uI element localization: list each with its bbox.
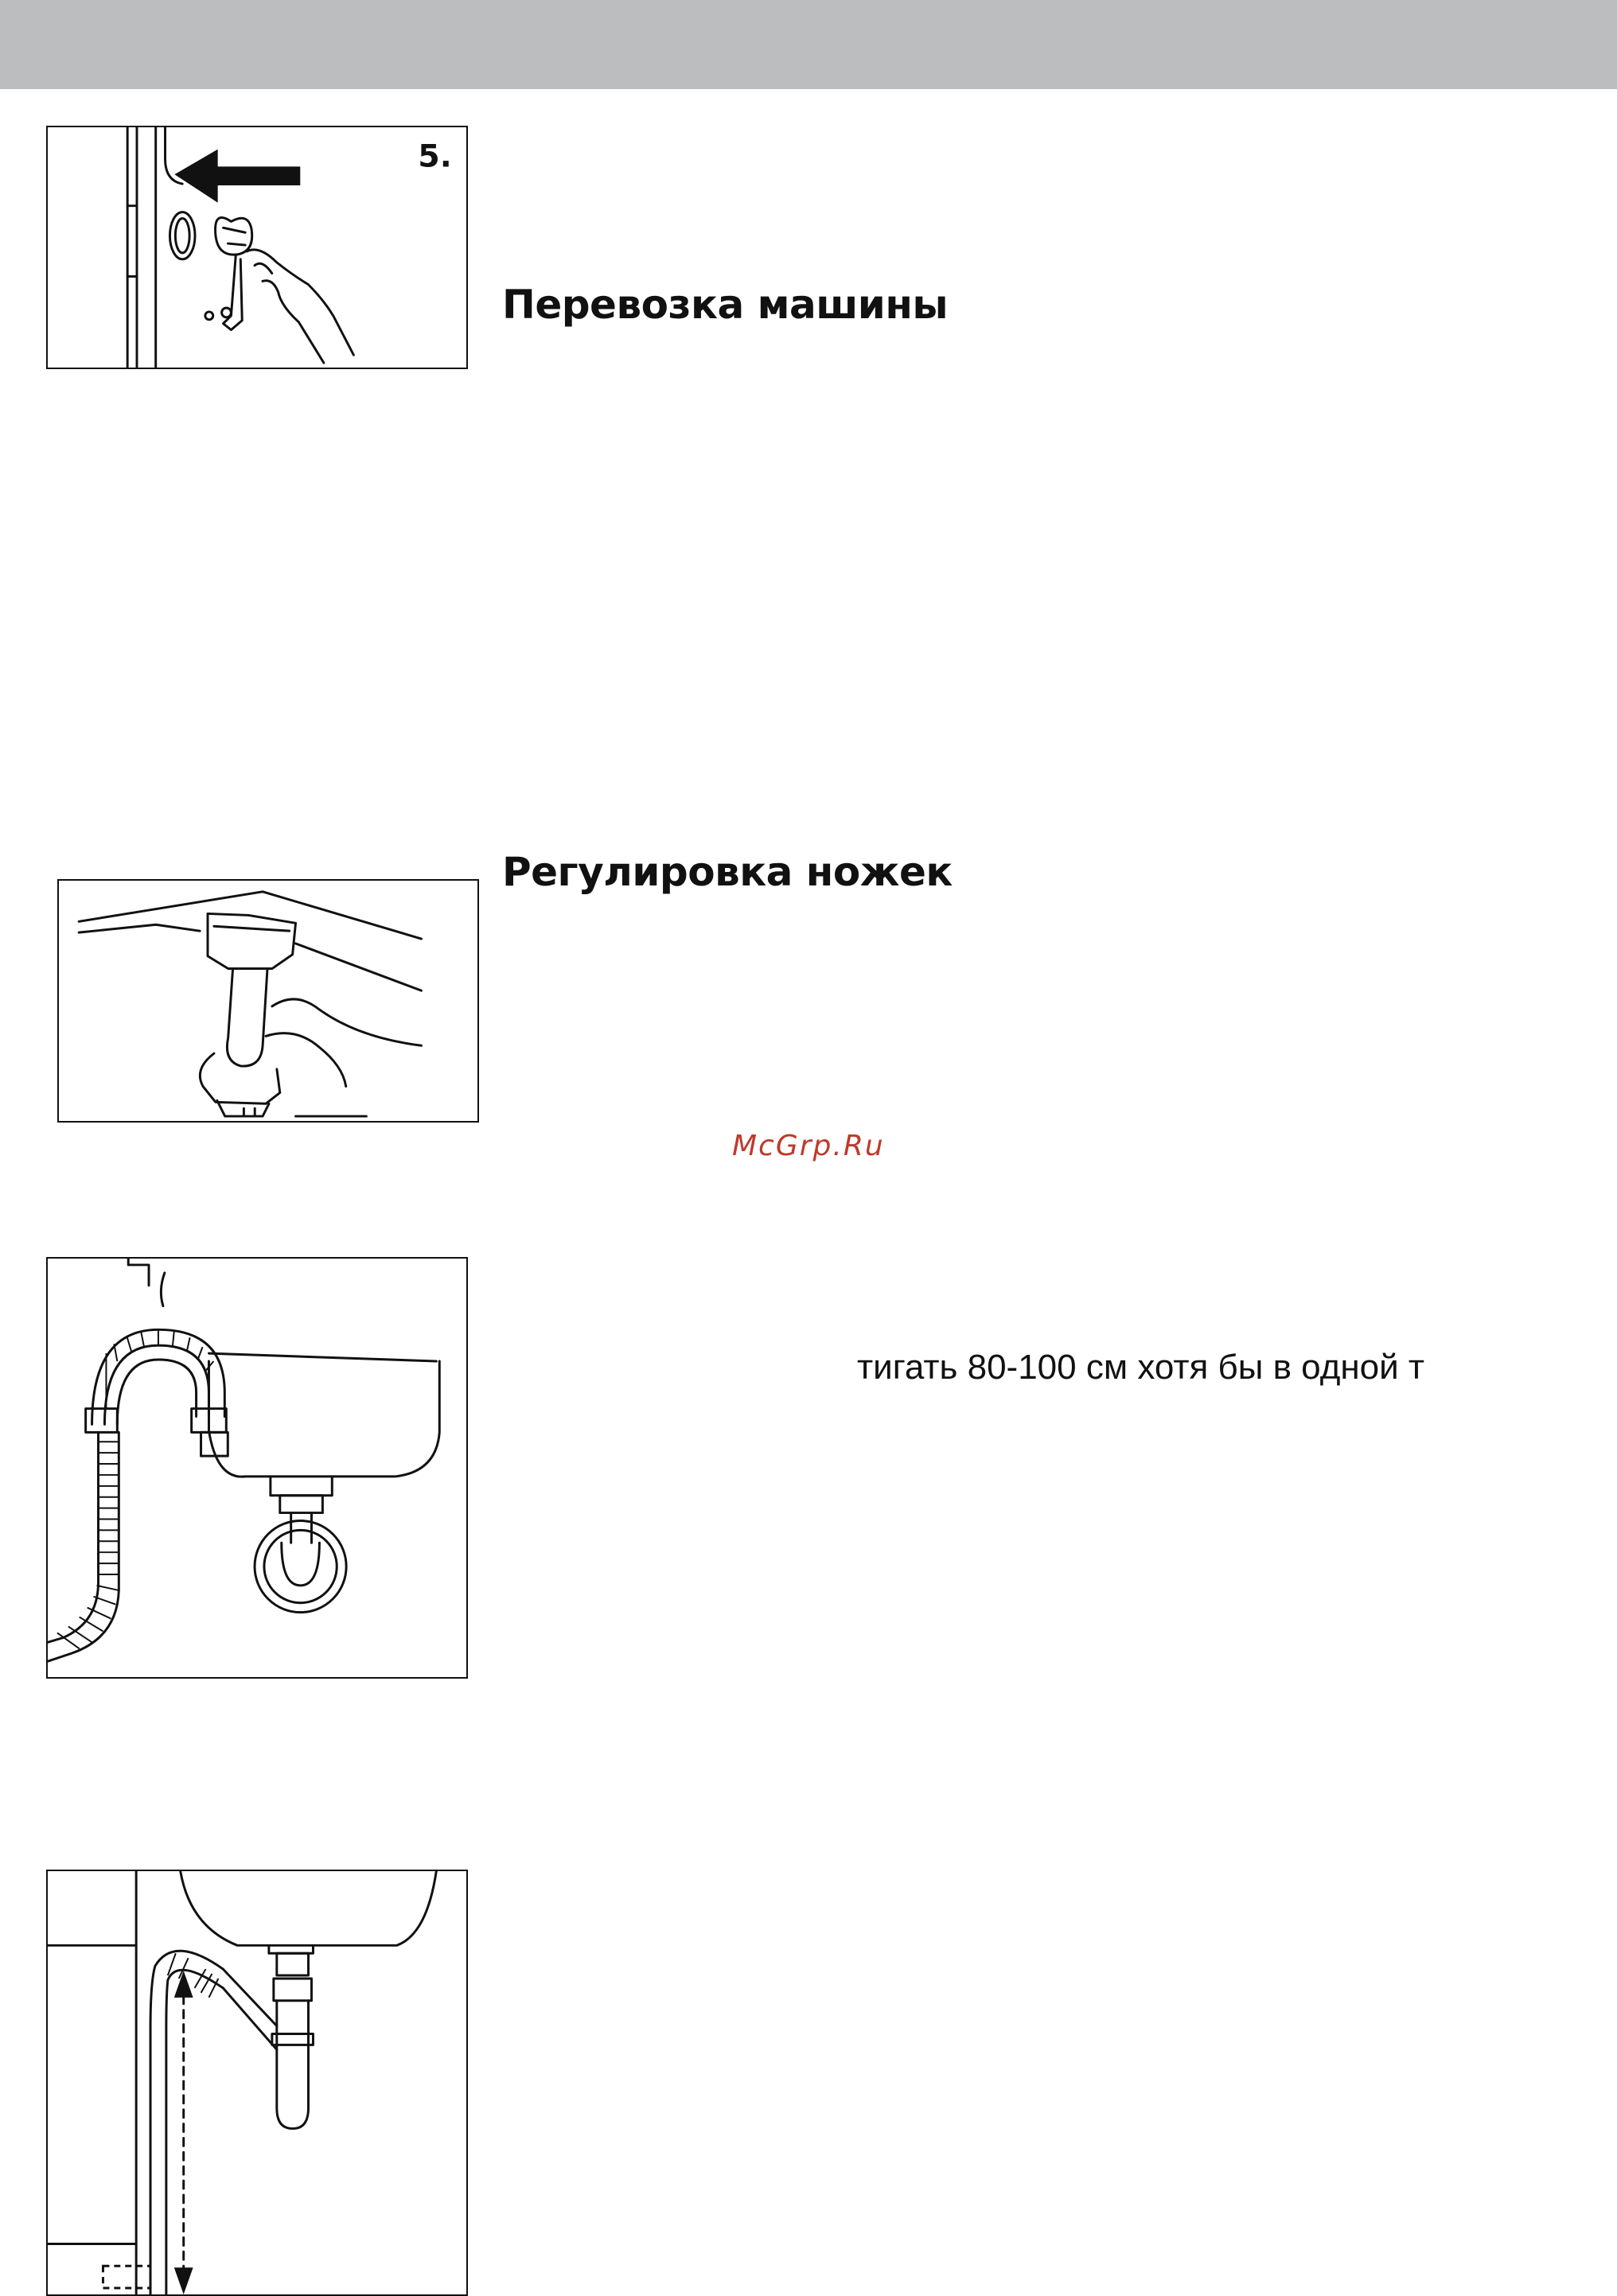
figure-foot-adjustment	[57, 879, 479, 1123]
watermark: McGrp.Ru	[732, 1130, 885, 1162]
drain-hose-on-sink-illustration	[48, 1259, 466, 1677]
section-title-transport: Перевозка машины	[502, 282, 949, 328]
drain-hose-to-siphon-illustration	[48, 1871, 466, 2294]
section-title-leg-adjustment: Регулировка ножек	[502, 849, 953, 895]
transport-bolt-removal-illustration	[48, 127, 466, 368]
foot-adjustment-wrench-illustration	[59, 881, 477, 1121]
step-number-label: 5.	[418, 138, 452, 175]
drain-height-text: тигать 80-100 см хотя бы в одной т	[857, 1348, 1425, 1387]
figure-drain-hose-sink	[46, 1257, 468, 1679]
figure-drain-hose-siphon	[46, 1870, 468, 2296]
figure-transport-bolt	[46, 126, 468, 369]
header-band	[0, 0, 1617, 89]
